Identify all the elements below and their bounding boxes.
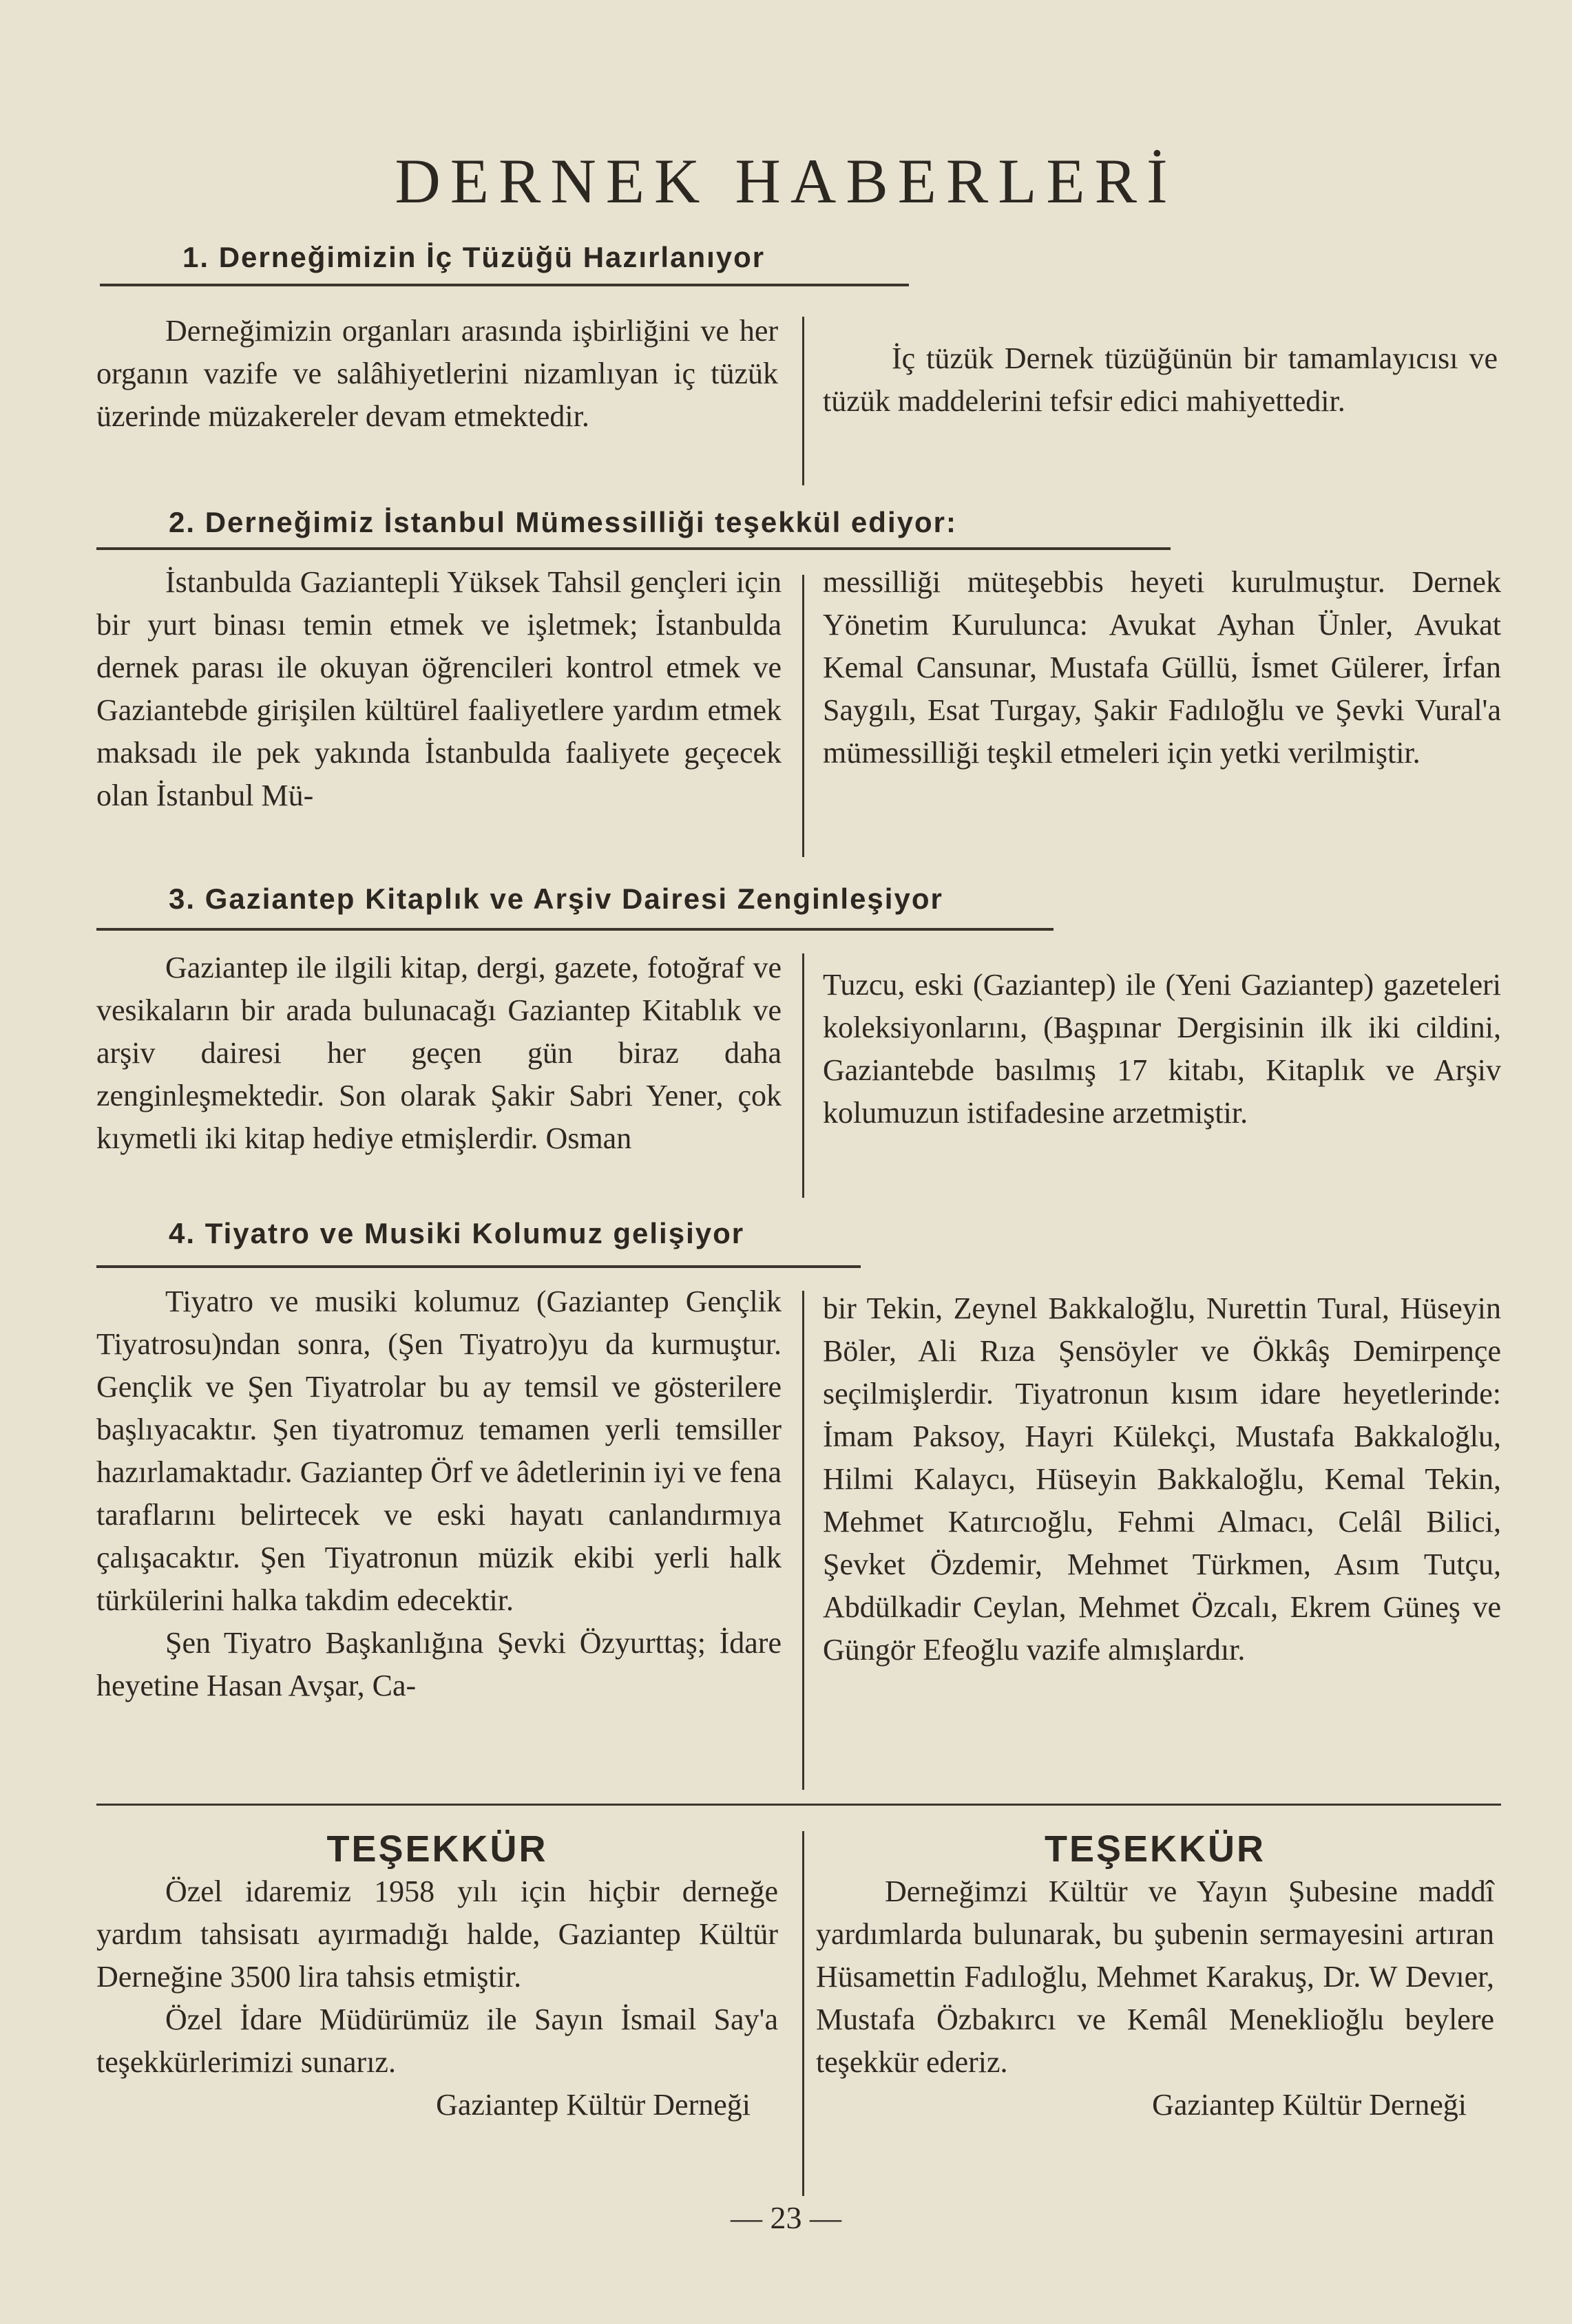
thanks-right-title: TEŞEKKÜR [1044, 1828, 1266, 1870]
section-1-heading: 1. Derneğimizin İç Tüzüğü Hazırlanıyor [182, 241, 766, 273]
section-3-rule [96, 928, 1054, 931]
section-3-right-text: Tuzcu, eski (Gaziantep) ile (Yeni Gaziantep) gazeteleri koleksiyonlarını, (Başpınar Dergisinin ilk iki cildini, Gaziantebde basılmış 17 kitabı, Kitaplık ve Arşiv kolumuzun istifadesine arzetmiştir. [823, 968, 1501, 1130]
section-1-column-divider [802, 317, 804, 485]
thanks-right-text: Derneğimzi Kültür ve Yayın Şubesine maddî yardımlarda bulunarak, bu şubenin sermayesini artıran Hüsamettin Fadıloğlu, Mehmet Karakuş, Dr. W Devıer, Mustafa Özbakırcı ve Kemâl Meneklioğlu beylere teşekkür ederiz. [816, 1874, 1494, 2079]
section-3-heading: 3. Gaziantep Kitaplık ve Arşiv Dairesi Zenginleşiyor [169, 883, 943, 915]
section-4-left-text-1: Tiyatro ve musiki kolumuz (Gaziantep Gençlik Tiyatrosu)ndan sonra, (Şen Tiyatro)yu da kurmuştur. Gençlik ve Şen Tiyatrolar bu ay temsil ve gösterilere başlıyacaktır. Şen tiyatromuz temamen yerli temsiller hazırlamaktadır. Gaziantep Örf ve âdetlerinin iyi ve fena taraflarını belirtecek ve eski hayatı canlandırmıya çalışacaktır. Şen Tiyatronun müzik ekibi yerli halk türkülerini halka takdim edecektir. [96, 1285, 782, 1617]
thanks-right-box [816, 1828, 1494, 2126]
section-3-left-column [96, 947, 782, 1160]
thanks-left-title: TEŞEKKÜR [326, 1828, 548, 1870]
bottom-rule [96, 1804, 1501, 1806]
section-4-column-divider [802, 1291, 804, 1790]
section-2-left-column [96, 561, 782, 817]
section-4-rule [96, 1265, 861, 1268]
section-1-right-column [823, 337, 1498, 423]
section-1-right-text: İç tüzük Dernek tüzüğünün bir tamamlayıcısı ve tüzük maddelerini tefsir edici mahiyettedir. [823, 341, 1498, 418]
section-3-right-column [823, 964, 1501, 1134]
section-4-left-text-2: Şen Tiyatro Başkanlığına Şevki Özyurttaş; İdare heyetine Hasan Avşar, Ca- [96, 1626, 782, 1702]
section-4-heading: 4. Tiyatro ve Musiki Kolumuz gelişiyor [169, 1217, 745, 1249]
page-title: DERNEK HABERLERİ [395, 146, 1177, 216]
section-3-column-divider [802, 953, 804, 1198]
section-4-right-text: bir Tekin, Zeynel Bakkaloğlu, Nurettin Tural, Hüseyin Böler, Ali Rıza Şensöyler ve Ökkâş Demirpençe seçilmişlerdir. Tiyatronun kısım idare heyetlerinde: İmam Paksoy, Hayri Külekçi, Mustafa Bakkaloğlu, Hilmi Kalaycı, Hüseyin Bakkaloğlu, Kemal Tekin, Mehmet Katırcıoğlu, Fehmi Almacı, Celâl Bilici, Şevket Özdemir, Mehmet Türkmen, Asım Tutçu, Abdülkadir Ceylan, Mehmet Özcalı, Ekrem Güneş ve Güngör Efeoğlu vazife almışlardır. [823, 1291, 1501, 1667]
section-1-left-column [96, 310, 778, 438]
thanks-right-signature: Gaziantep Kültür Derneği [1152, 2088, 1467, 2122]
section-2-column-divider [802, 575, 804, 857]
section-2-rule [96, 547, 1171, 550]
thanks-left-text-1: Özel idaremiz 1958 yılı için hiçbir derneğe yardım tahsisatı ayırmadığı halde, Gaziantep Kültür Derneğine 3500 lira tahsis etmiştir. [96, 1874, 778, 1994]
thanks-left-text-2: Özel İdare Müdürümüz ile Sayın İsmail Say'a teşekkürlerimizi sunarız. [96, 2003, 778, 2079]
section-2-left-text: İstanbulda Gaziantepli Yüksek Tahsil gençleri için bir yurt binası temin etmek ve işletmek; İstanbulda dernek parası ile okuyan öğrencileri kontrol etmek ve Gaziantebde girişilen kültürel faaliyetlere yardım etmek maksadı ile pek yakında İstanbulda faaliyete geçecek olan İstanbul Mü- [96, 565, 782, 812]
section-2-right-text: messilliği müteşebbis heyeti kurulmuştur. Dernek Yönetim Kurulunca: Avukat Ayhan Ünler, Avukat Kemal Cansunar, Mustafa Güllü, İsmet Gülerer, İrfan Saygılı, Esat Turgay, Şakir Fadıloğlu ve Şevki Vural'a mümessilliği teşkil etmeleri için yetki verilmiştir. [823, 565, 1501, 770]
thanks-left-signature: Gaziantep Kültür Derneği [436, 2088, 751, 2122]
thanks-left-box [96, 1828, 778, 2126]
page-number: — 23 — [731, 2200, 841, 2235]
section-4-right-column [823, 1287, 1501, 1671]
thanks-column-divider [802, 1831, 804, 2196]
section-2-heading: 2. Derneğimiz İstanbul Mümessilliği teşekkül ediyor: [169, 506, 957, 538]
section-1-rule [100, 284, 909, 286]
section-1-left-text: Derneğimizin organları arasında işbirliğini ve her organın vazife ve salâhiyetlerini nizamlıyan iç tüzük üzerinde müzakereler devam etmektedir. [96, 314, 778, 433]
section-3-left-text: Gaziantep ile ilgili kitap, dergi, gazete, fotoğraf ve vesikaların bir arada bulunacağı Gaziantep Kitablık ve arşiv dairesi her geçen gün biraz daha zenginleşmektedir. Son olarak Şakir Sabri Yener, çok kıymetli iki kitap hediye etmişlerdir. Osman [96, 951, 782, 1155]
section-4-left-column [96, 1280, 782, 1707]
section-2-right-column [823, 561, 1501, 774]
